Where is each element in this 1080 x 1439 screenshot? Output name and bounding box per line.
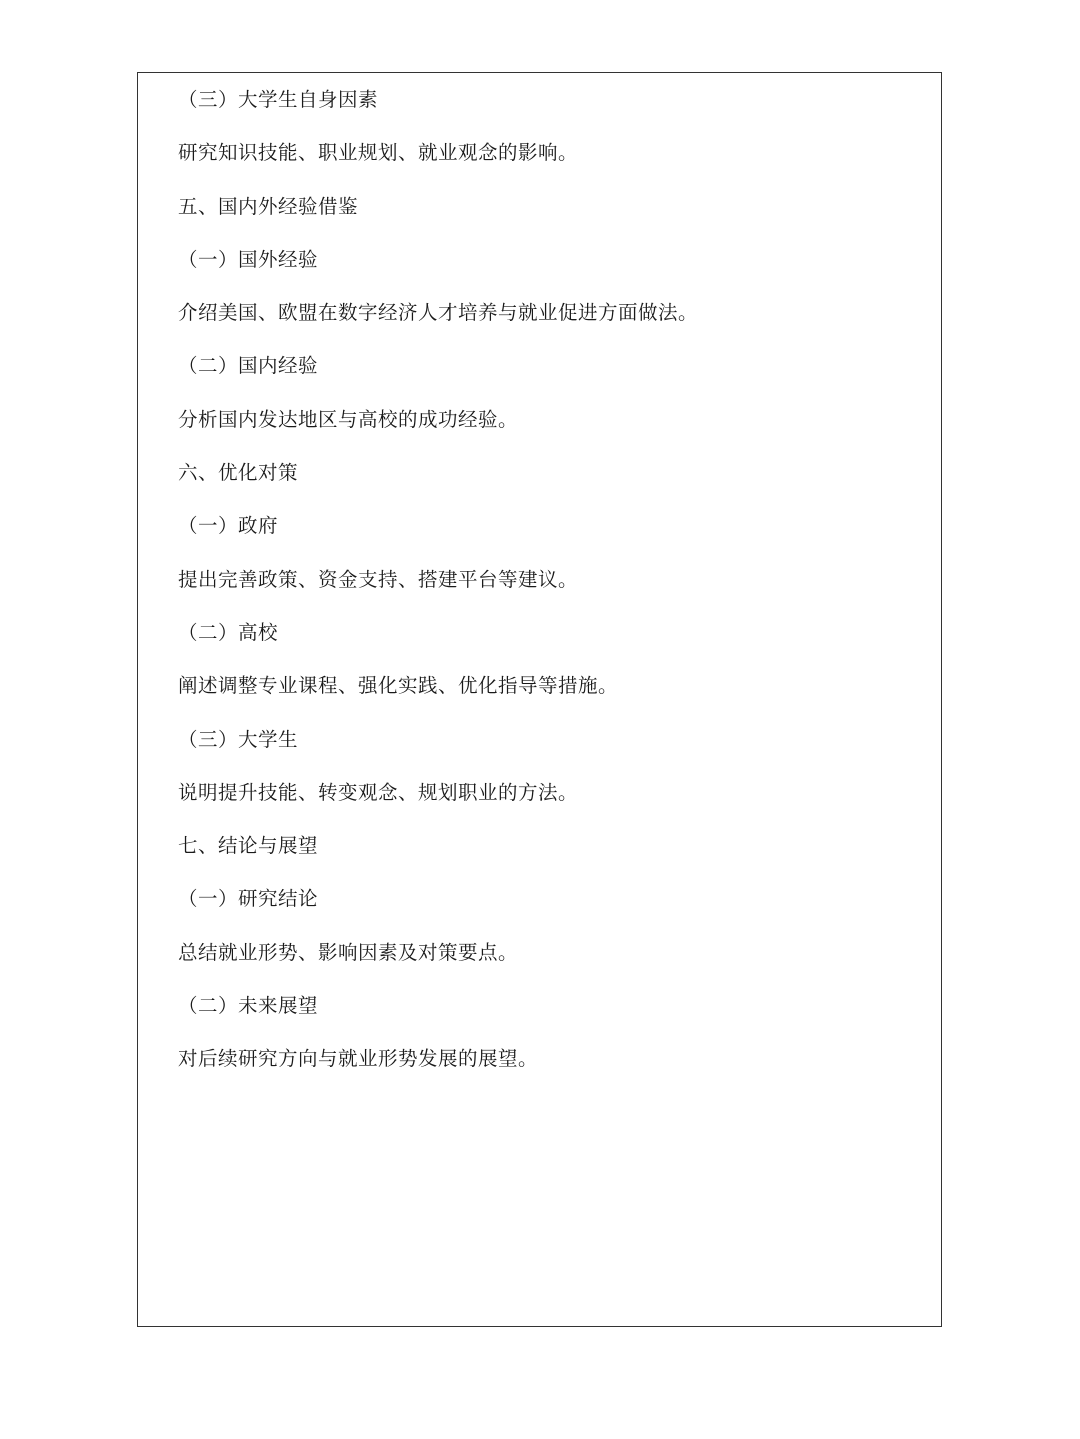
heading-countermeasures: 六、优化对策 xyxy=(178,461,299,485)
paragraph-research-conclusion: 总结就业形势、影响因素及对策要点。 xyxy=(178,940,519,964)
subheading-future-outlook: （二）未来展望 xyxy=(178,994,319,1018)
subheading-students: （三）大学生 xyxy=(178,727,299,751)
paragraph-government: 提出完善政策、资金支持、搭建平台等建议。 xyxy=(178,567,579,591)
subheading-student-factors: （三）大学生自身因素 xyxy=(178,88,379,111)
heading-experience: 五、国内外经验借鉴 xyxy=(178,194,359,218)
paragraph-students: 说明提升技能、转变观念、规划职业的方法。 xyxy=(178,780,579,804)
document-body xyxy=(178,84,918,1097)
heading-conclusion: 七、结论与展望 xyxy=(178,834,319,858)
paragraph-foreign-experience: 介绍美国、欧盟在数字经济人才培养与就业促进方面做法。 xyxy=(178,301,699,325)
subheading-research-conclusion: （一）研究结论 xyxy=(178,887,319,911)
subheading-foreign-experience: （一）国外经验 xyxy=(178,247,319,271)
paragraph-domestic-experience: 分析国内发达地区与高校的成功经验。 xyxy=(178,407,519,431)
subheading-universities: （二）高校 xyxy=(178,620,279,644)
paragraph-universities: 阐述调整专业课程、强化实践、优化指导等措施。 xyxy=(178,674,619,698)
subheading-domestic-experience: （二）国内经验 xyxy=(178,354,319,378)
paragraph-student-factors: 研究知识技能、职业规划、就业观念的影响。 xyxy=(178,141,579,165)
subheading-government: （一）政府 xyxy=(178,514,279,538)
paragraph-future-outlook: 对后续研究方向与就业形势发展的展望。 xyxy=(178,1047,539,1071)
